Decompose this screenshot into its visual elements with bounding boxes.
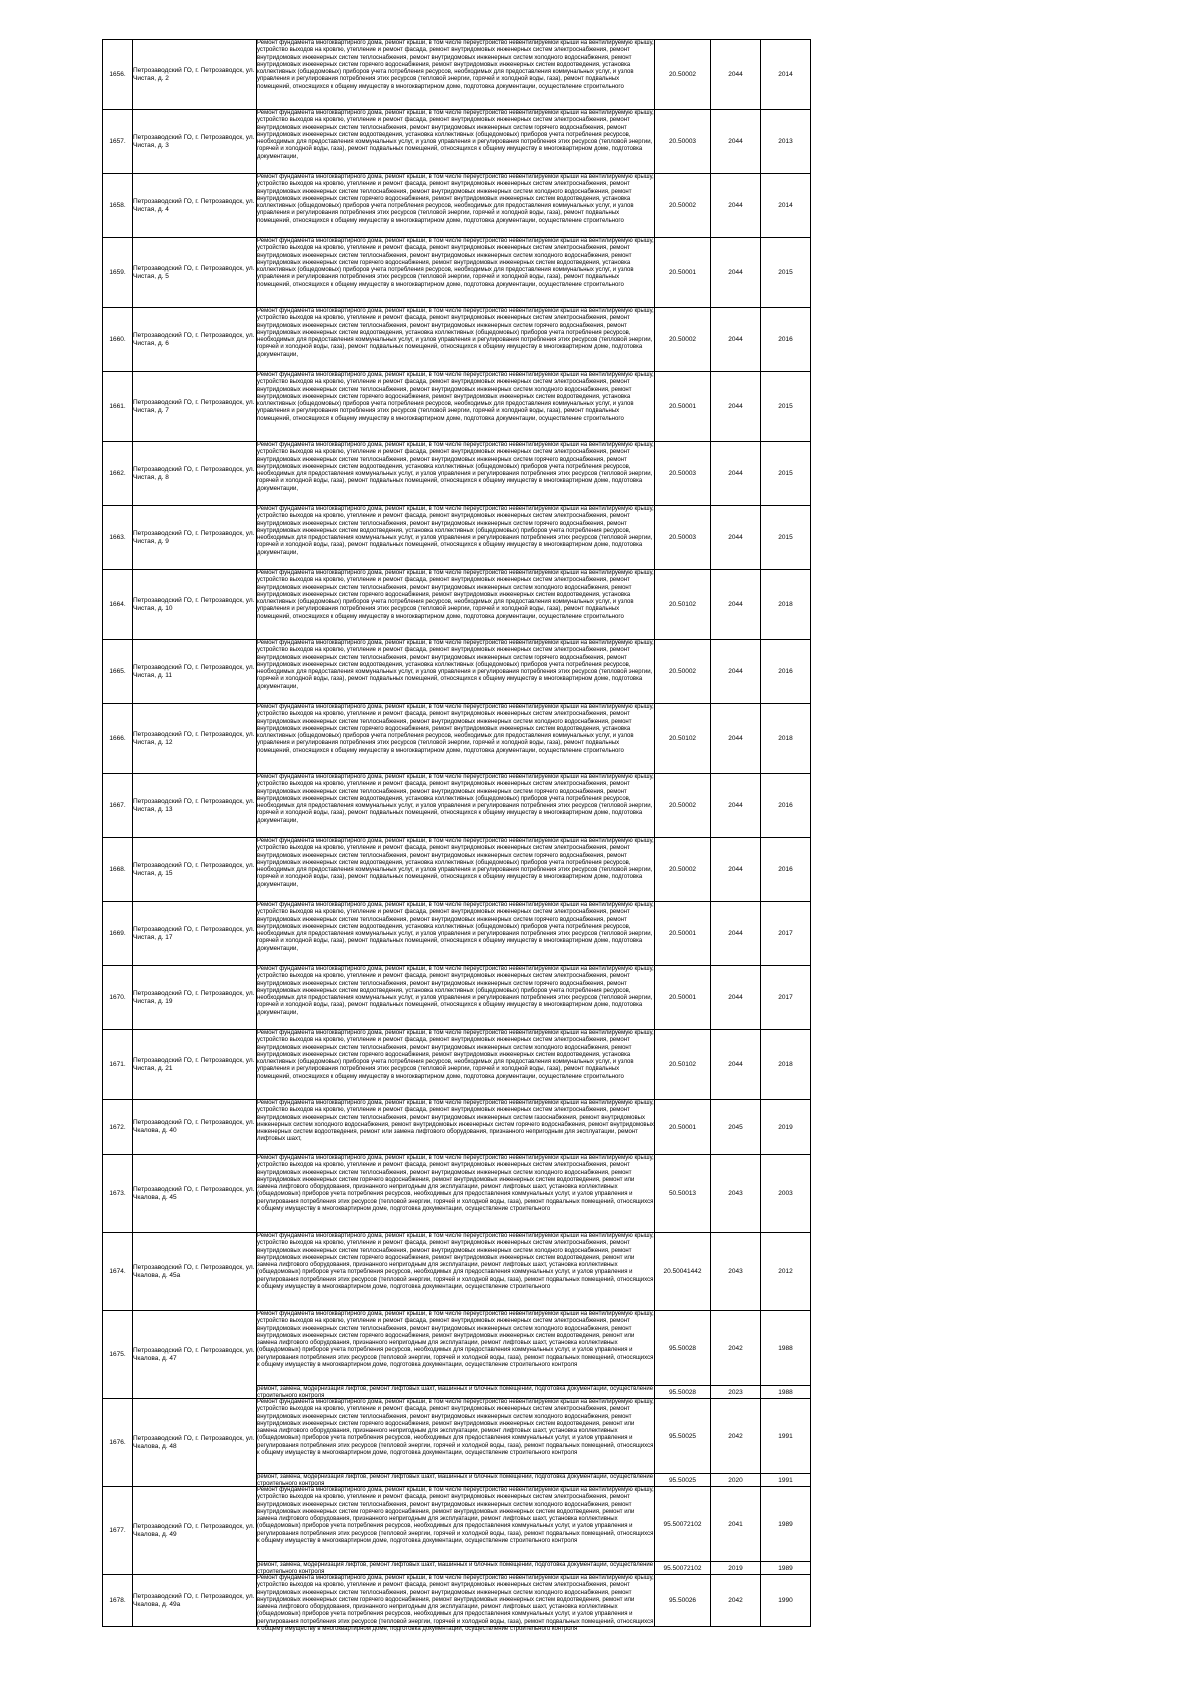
work-text: Ремонт фундамента многоквартирного дома, ремонт крыши, в том числе переустройство невентилируемой крыши на вентилируемую крышу, устройство выходов на кровлю, утепление и ремонт фасада, ремонт внутридомовых инженерных систем электроснабжения, ремонт внутридомовых инженерных систем теплоснабжения, ремонт внутридомовых инженерных систем горячего водоснабжения, ремонт внутридомовых инженерных систем водоотведения, установка коллективных (общедомовых) приборов учета потребления ресурсов, необходимых для предоставления коммунальных услуг, и узлов управления и регулирования потребления этих ресурсов (тепловой энергии, горячей и холодной воды, газа), ремонт подвальных помещений, относящихся к общему имуществу в многоквартирном доме, подготовка документации, <box>257 640 654 690</box>
cell-year-last: 2014 <box>761 174 811 238</box>
cell-address: Петрозаводский ГО, г. Петрозаводск, ул. Чистая, д. 9 <box>133 506 257 570</box>
cell-year-planned: 2044 <box>711 506 761 570</box>
cell-address: Петрозаводский ГО, г. Петрозаводск, ул. Чкалова, д. 48 <box>133 1399 257 1487</box>
cell-work-description <box>257 110 655 174</box>
cell-address: Петрозаводский ГО, г. Петрозаводск, ул. Чистая, д. 17 <box>133 902 257 966</box>
table-row <box>103 1487 811 1562</box>
cell-row-number: 1663. <box>103 506 133 570</box>
cell-row-number: 1673. <box>103 1155 133 1233</box>
table-row <box>103 372 811 442</box>
cell-year-last: 2017 <box>761 966 811 1030</box>
cell-work-description <box>257 966 655 1030</box>
cell-work-description <box>257 570 655 640</box>
cell-code: 20.50002 <box>655 174 711 238</box>
cell-address: Петрозаводский ГО, г. Петрозаводск, ул. Чкалова, д. 49 <box>133 1487 257 1575</box>
cell-work-description <box>257 1474 655 1487</box>
cell-row-number: 1657. <box>103 110 133 174</box>
table-row <box>103 442 811 506</box>
table-row <box>103 774 811 838</box>
work-text: Ремонт фундамента многоквартирного дома, ремонт крыши, в том числе переустройство невентилируемой крыши на вентилируемую крышу, устройство выходов на кровлю, утепление и ремонт фасада, ремонт внутридомовых инженерных систем электроснабжения, ремонт внутридомовых инженерных систем теплоснабжения, ремонт внутридомовых инженерных систем горячего водоснабжения, ремонт внутридомовых инженерных систем водоотведения, установка коллективных (общедомовых) приборов учета потребления ресурсов, необходимых для предоставления коммунальных услуг, и узлов управления и регулирования потребления этих ресурсов (тепловой энергии, горячей и холодной воды, газа), ремонт подвальных помещений, относящихся к общему имуществу в многоквартирном доме, подготовка документации, <box>257 110 654 160</box>
cell-work-description <box>257 640 655 704</box>
work-text: Ремонт фундамента многоквартирного дома, ремонт крыши, в том числе переустройство невентилируемой крыши на вентилируемую крышу, устройство выходов на кровлю, утепление и ремонт фасада, ремонт внутридомовых инженерных систем электроснабжения, ремонт внутридомовых инженерных систем теплоснабжения, ремонт внутридомовых инженерных систем горячего водоснабжения, ремонт внутридомовых инженерных систем водоотведения, установка коллективных (общедомовых) приборов учета потребления ресурсов, необходимых для предоставления коммунальных услуг, и узлов управления и регулирования потребления этих ресурсов (тепловой энергии, горячей и холодной воды, газа), ремонт подвальных помещений, относящихся к общему имуществу в многоквартирном доме, подготовка документации, <box>257 838 654 888</box>
cell-year-last: 2017 <box>761 902 811 966</box>
cell-work-description <box>257 238 655 308</box>
cell-row-number: 1664. <box>103 570 133 640</box>
table-body <box>103 40 811 1633</box>
cell-code: 20.50041442 <box>655 1233 711 1311</box>
cell-row-number: 1671. <box>103 1030 133 1100</box>
cell-code: 95.50072102 <box>655 1487 711 1562</box>
table-row <box>103 640 811 704</box>
cell-year-planned: 2044 <box>711 640 761 704</box>
cell-year-last: 2016 <box>761 838 811 902</box>
cell-work-description <box>257 1487 655 1562</box>
table-row <box>103 1155 811 1233</box>
cell-year-last: 2015 <box>761 442 811 506</box>
cell-code: 20.50001 <box>655 966 711 1030</box>
cell-row-number: 1665. <box>103 640 133 704</box>
cell-year-last: 2018 <box>761 704 811 774</box>
work-text: Ремонт фундамента многоквартирного дома, ремонт крыши, в том числе переустройство невентилируемой крыши на вентилируемую крышу, устройство выходов на кровлю, утепление и ремонт фасада, ремонт внутридомовых инженерных систем электроснабжения, ремонт внутридомовых инженерных систем теплоснабжения, ремонт внутридомовых инженерных систем холодного водоснабжения, ремонт внутридомовых инженерных систем горячего водоснабжения, ремонт внутридомовых инженерных систем водоотведения, установка коллективных (общедомовых) приборов учета потребления ресурсов, необходимых для предоставления коммунальных услуг, и узлов управления и регулирования потребления этих ресурсов (тепловой энергии, горячей и холодной воды, газа), ремонт подвальных помещений, относящихся к общему имуществу в многоквартирном доме, подготовка документации, осуществление строительного <box>257 174 654 224</box>
table-row <box>103 506 811 570</box>
cell-year-planned: 2020 <box>711 1474 761 1487</box>
cell-year-planned: 2023 <box>711 1386 761 1399</box>
table-row <box>103 174 811 238</box>
cell-row-number: 1669. <box>103 902 133 966</box>
cell-address: Петрозаводский ГО, г. Петрозаводск, ул. Чистая, д. 6 <box>133 308 257 372</box>
table-row <box>103 1100 811 1155</box>
cell-year-planned: 2044 <box>711 238 761 308</box>
work-text: Ремонт фундамента многоквартирного дома, ремонт крыши, в том числе переустройство невентилируемой крыши на вентилируемую крышу, устройство выходов на кровлю, утепление и ремонт фасада, ремонт внутридомовых инженерных систем электроснабжения, ремонт внутридомовых инженерных систем теплоснабжения, ремонт внутридомовых инженерных систем горячего водоснабжения, ремонт внутридомовых инженерных систем водоотведения, установка коллективных (общедомовых) приборов учета потребления ресурсов, необходимых для предоставления коммунальных услуг, и узлов управления и регулирования потребления этих ресурсов (тепловой энергии, горячей и холодной воды, газа), ремонт подвальных помещений, относящихся к общему имуществу в многоквартирном доме, подготовка документации, <box>257 774 654 824</box>
cell-row-number: 1666. <box>103 704 133 774</box>
cell-year-planned: 2044 <box>711 308 761 372</box>
cell-code: 50.50013 <box>655 1155 711 1233</box>
work-text: Ремонт фундамента многоквартирного дома, ремонт крыши, в том числе переустройство невентилируемой крыши на вентилируемую крышу, устройство выходов на кровлю, утепление и ремонт фасада, ремонт внутридомовых инженерных систем электроснабжения, ремонт внутридомовых инженерных систем теплоснабжения, ремонт внутридомовых инженерных систем холодного водоснабжения, ремонт внутридомовых инженерных систем горячего водоснабжения, ремонт внутридомовых инженерных систем водоотведения, установка коллективных (общедомовых) приборов учета потребления ресурсов, необходимых для предоставления коммунальных услуг, и узлов управления и регулирования потребления этих ресурсов (тепловой энергии, горячей и холодной воды, газа), ремонт подвальных помещений, относящихся к общему имуществу в многоквартирном доме, подготовка документации, осуществление строительного <box>257 704 654 754</box>
cell-code: 20.50102 <box>655 704 711 774</box>
cell-row-number: 1658. <box>103 174 133 238</box>
cell-year-last: 1989 <box>761 1487 811 1562</box>
cell-year-planned: 2044 <box>711 704 761 774</box>
cell-work-description <box>257 174 655 238</box>
table-row <box>103 1399 811 1474</box>
work-text: Ремонт фундамента многоквартирного дома, ремонт крыши, в том числе переустройство невентилируемой крыши на вентилируемую крышу, устройство выходов на кровлю, утепление и ремонт фасада, ремонт внутридомовых инженерных систем электроснабжения, ремонт внутридомовых инженерных систем теплоснабжения, ремонт внутридомовых инженерных систем холодного водоснабжения, ремонт внутридомовых инженерных систем горячего водоснабжения, ремонт внутридомовых инженерных систем водоотведения, ремонт или замена лифтового оборудования, признанного непригодным для эксплуатации, ремонт лифтовых шахт, установка коллективных (общедомовых) приборов учета потребления ресурсов, необходимых для предоставления коммунальных услуг, и узлов управления и регулирования потребления этих ресурсов (тепловой энергии, горячей и холодной воды, газа), ремонт подвальных помещений, относящихся к общему имуществу в многоквартирном доме, подготовка документации, осуществление строительного контроля <box>257 1311 654 1369</box>
cell-year-last: 2015 <box>761 372 811 442</box>
cell-work-description <box>257 1575 655 1633</box>
cell-year-last: 1991 <box>761 1399 811 1474</box>
cell-code: 20.50002 <box>655 774 711 838</box>
cell-code: 20.50003 <box>655 110 711 174</box>
cell-address: Петрозаводский ГО, г. Петрозаводск, ул. Чистая, д. 13 <box>133 774 257 838</box>
cell-address: Петрозаводский ГО, г. Петрозаводск, ул. Чкалова, д. 40 <box>133 1100 257 1155</box>
work-text: Ремонт фундамента многоквартирного дома, ремонт крыши, в том числе переустройство невентилируемой крыши на вентилируемую крышу, устройство выходов на кровлю, утепление и ремонт фасада, ремонт внутридомовых инженерных систем электроснабжения, ремонт внутридомовых инженерных систем теплоснабжения, ремонт внутридомовых инженерных систем холодного водоснабжения, ремонт внутридомовых инженерных систем горячего водоснабжения, ремонт внутридомовых инженерных систем водоотведения, ремонт или замена лифтового оборудования, признанного непригодным для эксплуатации, ремонт лифтовых шахт, установка коллективных (общедомовых) приборов учета потребления ресурсов, необходимых для предоставления коммунальных услуг, и узлов управления и регулирования потребления этих ресурсов (тепловой энергии, горячей и холодной воды, газа), ремонт подвальных помещений, относящихся к общему имуществу в многоквартирном доме, подготовка документации, осуществление строительного контроля <box>257 1399 654 1457</box>
work-text: Ремонт фундамента многоквартирного дома, ремонт крыши, в том числе переустройство невентилируемой крыши на вентилируемую крышу, устройство выходов на кровлю, утепление и ремонт фасада, ремонт внутридомовых инженерных систем электроснабжения, ремонт внутридомовых инженерных систем теплоснабжения, ремонт внутридомовых инженерных систем горячего водоснабжения, ремонт внутридомовых инженерных систем водоотведения, установка коллективных (общедомовых) приборов учета потребления ресурсов, необходимых для предоставления коммунальных услуг, и узлов управления и регулирования потребления этих ресурсов (тепловой энергии, горячей и холодной воды, газа), ремонт подвальных помещений, относящихся к общему имуществу в многоквартирном доме, подготовка документации, <box>257 506 654 556</box>
cell-code: 95.50028 <box>655 1311 711 1386</box>
cell-code: 20.50001 <box>655 238 711 308</box>
work-text: Ремонт фундамента многоквартирного дома, ремонт крыши, в том числе переустройство невентилируемой крыши на вентилируемую крышу, устройство выходов на кровлю, утепление и ремонт фасада, ремонт внутридомовых инженерных систем электроснабжения, ремонт внутридомовых инженерных систем теплоснабжения, ремонт внутридомовых инженерных систем холодного водоснабжения, ремонт внутридомовых инженерных систем горячего водоснабжения, ремонт внутридомовых инженерных систем водоотведения, установка коллективных (общедомовых) приборов учета потребления ресурсов, необходимых для предоставления коммунальных услуг, и узлов управления и регулирования потребления этих ресурсов (тепловой энергии, горячей и холодной воды, газа), ремонт подвальных помещений, относящихся к общему имуществу в многоквартирном доме, подготовка документации, осуществление строительного <box>257 238 654 288</box>
table-row <box>103 704 811 774</box>
cell-code: 20.50102 <box>655 570 711 640</box>
cell-address: Петрозаводский ГО, г. Петрозаводск, ул. Чкалова, д. 45 <box>133 1155 257 1233</box>
cell-address: Петрозаводский ГО, г. Петрозаводск, ул. Чистая, д. 12 <box>133 704 257 774</box>
cell-code: 20.50001 <box>655 902 711 966</box>
cell-work-description <box>257 1311 655 1386</box>
cell-year-planned: 2042 <box>711 1575 761 1627</box>
cell-year-planned: 2045 <box>711 1100 761 1155</box>
cell-address: Петрозаводский ГО, г. Петрозаводск, ул. Чистая, д. 7 <box>133 372 257 442</box>
table-row <box>103 1311 811 1386</box>
cell-address: Петрозаводский ГО, г. Петрозаводск, ул. Чкалова, д. 47 <box>133 1311 257 1399</box>
work-text: Ремонт фундамента многоквартирного дома, ремонт крыши, в том числе переустройство невентилируемой крыши на вентилируемую крышу, устройство выходов на кровлю, утепление и ремонт фасада, ремонт внутридомовых инженерных систем электроснабжения, ремонт внутридомовых инженерных систем теплоснабжения, ремонт внутридомовых инженерных систем холодного водоснабжения, ремонт внутридомовых инженерных систем горячего водоснабжения, ремонт внутридомовых инженерных систем водоотведения, ремонт или замена лифтового оборудования, признанного непригодным для эксплуатации, ремонт лифтовых шахт, установка коллективных (общедомовых) приборов учета потребления ресурсов, необходимых для предоставления коммунальных услуг, и узлов управления и регулирования потребления этих ресурсов (тепловой энергии, горячей и холодной воды, газа), ремонт подвальных помещений, относящихся к общему имуществу в многоквартирном доме, подготовка документации, осуществление строительного контроля <box>257 1487 654 1545</box>
work-text: Ремонт фундамента многоквартирного дома, ремонт крыши, в том числе переустройство невентилируемой крыши на вентилируемую крышу, устройство выходов на кровлю, утепление и ремонт фасада, ремонт внутридомовых инженерных систем электроснабжения, ремонт внутридомовых инженерных систем теплоснабжения, ремонт внутридомовых инженерных систем газоснабжения, ремонт внутридомовых инженерных систем холодного водоснабжения, ремонт внутридомовых инженерных систем горячего водоснабжения, ремонт внутридомовых инженерных систем водоотведения, ремонт или замена лифтового оборудования, признанного непригодным для эксплуатации, ремонт лифтовых шахт, <box>257 1100 654 1143</box>
cell-year-planned: 2044 <box>711 902 761 966</box>
table-row <box>103 1233 811 1311</box>
work-text: Ремонт фундамента многоквартирного дома, ремонт крыши, в том числе переустройство невентилируемой крыши на вентилируемую крышу, устройство выходов на кровлю, утепление и ремонт фасада, ремонт внутридомовых инженерных систем электроснабжения, ремонт внутридомовых инженерных систем теплоснабжения, ремонт внутридомовых инженерных систем холодного водоснабжения, ремонт внутридомовых инженерных систем горячего водоснабжения, ремонт внутридомовых инженерных систем водоотведения, ремонт или замена лифтового оборудования, признанного непригодным для эксплуатации, ремонт лифтовых шахт, установка коллективных (общедомовых) приборов учета потребления ресурсов, необходимых для предоставления коммунальных услуг, и узлов управления и регулирования потребления этих ресурсов (тепловой энергии, горячей и холодной воды, газа), ремонт подвальных помещений, относящихся к общему имуществу в многоквартирном доме, подготовка документации, осуществление строительного контроля <box>257 1575 654 1633</box>
cell-code: 20.50002 <box>655 40 711 110</box>
cell-code: 95.50026 <box>655 1575 711 1627</box>
work-text: Ремонт фундамента многоквартирного дома, ремонт крыши, в том числе переустройство невентилируемой крыши на вентилируемую крышу, устройство выходов на кровлю, утепление и ремонт фасада, ремонт внутридомовых инженерных систем электроснабжения, ремонт внутридомовых инженерных систем теплоснабжения, ремонт внутридомовых инженерных систем холодного водоснабжения, ремонт внутридомовых инженерных систем горячего водоснабжения, ремонт внутридомовых инженерных систем водоотведения, установка коллективных (общедомовых) приборов учета потребления ресурсов, необходимых для предоставления коммунальных услуг, и узлов управления и регулирования потребления этих ресурсов (тепловой энергии, горячей и холодной воды, газа), ремонт подвальных помещений, относящихся к общему имуществу в многоквартирном доме, подготовка документации, осуществление строительного <box>257 40 654 90</box>
cell-year-planned: 2044 <box>711 174 761 238</box>
cell-year-last: 1989 <box>761 1562 811 1575</box>
cell-work-description <box>257 372 655 442</box>
cell-work-description <box>257 774 655 838</box>
work-text: Ремонт фундамента многоквартирного дома, ремонт крыши, в том числе переустройство невентилируемой крыши на вентилируемую крышу, устройство выходов на кровлю, утепление и ремонт фасада, ремонт внутридомовых инженерных систем электроснабжения, ремонт внутридомовых инженерных систем теплоснабжения, ремонт внутридомовых инженерных систем холодного водоснабжения, ремонт внутридомовых инженерных систем горячего водоснабжения, ремонт внутридомовых инженерных систем водоотведения, ремонт или замена лифтового оборудования, признанного непригодным для эксплуатации, ремонт лифтовых шахт, установка коллективных (общедомовых) приборов учета потребления ресурсов, необходимых для предоставления коммунальных услуг, и узлов управления и регулирования потребления этих ресурсов (тепловой энергии, горячей и холодной воды, газа), ремонт подвальных помещений, относящихся к общему имуществу в многоквартирном доме, подготовка документации, осуществление строительного <box>257 1233 654 1291</box>
cell-year-last: 1988 <box>761 1386 811 1399</box>
table-row <box>103 966 811 1030</box>
cell-address: Петрозаводский ГО, г. Петрозаводск, ул. Чистая, д. 11 <box>133 640 257 704</box>
cell-year-planned: 2019 <box>711 1562 761 1575</box>
cell-year-last: 2016 <box>761 308 811 372</box>
cell-year-planned: 2044 <box>711 966 761 1030</box>
cell-code: 20.50001 <box>655 1100 711 1155</box>
work-text: Ремонт фундамента многоквартирного дома, ремонт крыши, в том числе переустройство невентилируемой крыши на вентилируемую крышу, устройство выходов на кровлю, утепление и ремонт фасада, ремонт внутридомовых инженерных систем электроснабжения, ремонт внутридомовых инженерных систем теплоснабжения, ремонт внутридомовых инженерных систем холодного водоснабжения, ремонт внутридомовых инженерных систем горячего водоснабжения, ремонт внутридомовых инженерных систем водоотведения, ремонт или замена лифтового оборудования, признанного непригодным для эксплуатации, ремонт лифтовых шахт, установка коллективных (общедомовых) приборов учета потребления ресурсов, необходимых для предоставления коммунальных услуг, и узлов управления и регулирования потребления этих ресурсов (тепловой энергии, горячей и холодной воды, газа), ремонт подвальных помещений, относящихся к общему имуществу в многоквартирном доме, подготовка документации, осуществление строительного <box>257 1155 654 1213</box>
cell-year-planned: 2043 <box>711 1155 761 1233</box>
cell-work-description <box>257 1399 655 1474</box>
work-text: Ремонт фундамента многоквартирного дома, ремонт крыши, в том числе переустройство невентилируемой крыши на вентилируемую крышу, устройство выходов на кровлю, утепление и ремонт фасада, ремонт внутридомовых инженерных систем электроснабжения, ремонт внутридомовых инженерных систем теплоснабжения, ремонт внутридомовых инженерных систем холодного водоснабжения, ремонт внутридомовых инженерных систем горячего водоснабжения, ремонт внутридомовых инженерных систем водоотведения, установка коллективных (общедомовых) приборов учета потребления ресурсов, необходимых для предоставления коммунальных услуг, и узлов управления и регулирования потребления этих ресурсов (тепловой энергии, горячей и холодной воды, газа), ремонт подвальных помещений, относящихся к общему имуществу в многоквартирном доме, подготовка документации, осуществление строительного <box>257 372 654 422</box>
cell-row-number: 1674. <box>103 1233 133 1311</box>
cell-address: Петрозаводский ГО, г. Петрозаводск, ул. Чкалова, д. 49а <box>133 1575 257 1627</box>
cell-code: 20.50003 <box>655 506 711 570</box>
cell-work-description <box>257 442 655 506</box>
cell-year-planned: 2042 <box>711 1399 761 1474</box>
cell-code: 20.50002 <box>655 640 711 704</box>
cell-year-planned: 2044 <box>711 110 761 174</box>
cell-address: Петрозаводский ГО, г. Петрозаводск, ул. Чистая, д. 19 <box>133 966 257 1030</box>
cell-year-planned: 2043 <box>711 1233 761 1311</box>
work-text: Ремонт фундамента многоквартирного дома, ремонт крыши, в том числе переустройство невентилируемой крыши на вентилируемую крышу, устройство выходов на кровлю, утепление и ремонт фасада, ремонт внутридомовых инженерных систем электроснабжения, ремонт внутридомовых инженерных систем теплоснабжения, ремонт внутридомовых инженерных систем горячего водоснабжения, ремонт внутридомовых инженерных систем водоотведения, установка коллективных (общедомовых) приборов учета потребления ресурсов, необходимых для предоставления коммунальных услуг, и узлов управления и регулирования потребления этих ресурсов (тепловой энергии, горячей и холодной воды, газа), ремонт подвальных помещений, относящихся к общему имуществу в многоквартирном доме, подготовка документации, <box>257 308 654 358</box>
cell-code: 95.50025 <box>655 1474 711 1487</box>
cell-year-last: 1991 <box>761 1474 811 1487</box>
cell-address: Петрозаводский ГО, г. Петрозаводск, ул. Чистая, д. 15 <box>133 838 257 902</box>
cell-year-last: 2016 <box>761 640 811 704</box>
cell-address: Петрозаводский ГО, г. Петрозаводск, ул. Чкалова, д. 45а <box>133 1233 257 1311</box>
cell-work-description <box>257 1562 655 1575</box>
cell-year-last: 2012 <box>761 1233 811 1311</box>
work-text: ремонт, замена, модернизация лифтов, ремонт лифтовых шахт, машинных и блочных помещений, подготовка документации, осуществление строительного контроля <box>257 1386 654 1400</box>
cell-code: 95.50028 <box>655 1386 711 1399</box>
cell-year-last: 2018 <box>761 570 811 640</box>
cell-address: Петрозаводский ГО, г. Петрозаводск, ул. Чистая, д. 3 <box>133 110 257 174</box>
work-text: ремонт, замена, модернизация лифтов, ремонт лифтовых шахт, машинных и блочных помещений, подготовка документации, осуществление строительного контроля <box>257 1474 654 1488</box>
work-text: Ремонт фундамента многоквартирного дома, ремонт крыши, в том числе переустройство невентилируемой крыши на вентилируемую крышу, устройство выходов на кровлю, утепление и ремонт фасада, ремонт внутридомовых инженерных систем электроснабжения, ремонт внутридомовых инженерных систем теплоснабжения, ремонт внутридомовых инженерных систем горячего водоснабжения, ремонт внутридомовых инженерных систем водоотведения, установка коллективных (общедомовых) приборов учета потребления ресурсов, необходимых для предоставления коммунальных услуг, и узлов управления и регулирования потребления этих ресурсов (тепловой энергии, горячей и холодной воды, газа), ремонт подвальных помещений, относящихся к общему имуществу в многоквартирном доме, подготовка документации, <box>257 966 654 1016</box>
work-text: ремонт, замена, модернизация лифтов, ремонт лифтовых шахт, машинных и блочных помещений, подготовка документации, осуществление строительного контроля <box>257 1562 654 1576</box>
cell-year-last: 2018 <box>761 1030 811 1100</box>
work-text: Ремонт фундамента многоквартирного дома, ремонт крыши, в том числе переустройство невентилируемой крыши на вентилируемую крышу, устройство выходов на кровлю, утепление и ремонт фасада, ремонт внутридомовых инженерных систем электроснабжения, ремонт внутридомовых инженерных систем теплоснабжения, ремонт внутридомовых инженерных систем горячего водоснабжения, ремонт внутридомовых инженерных систем водоотведения, установка коллективных (общедомовых) приборов учета потребления ресурсов, необходимых для предоставления коммунальных услуг, и узлов управления и регулирования потребления этих ресурсов (тепловой энергии, горячей и холодной воды, газа), ремонт подвальных помещений, относящихся к общему имуществу в многоквартирном доме, подготовка документации, <box>257 442 654 492</box>
cell-row-number: 1667. <box>103 774 133 838</box>
cell-work-description <box>257 1100 655 1155</box>
cell-row-number: 1660. <box>103 308 133 372</box>
cell-year-last: 2003 <box>761 1155 811 1233</box>
work-text: Ремонт фундамента многоквартирного дома, ремонт крыши, в том числе переустройство невентилируемой крыши на вентилируемую крышу, устройство выходов на кровлю, утепление и ремонт фасада, ремонт внутридомовых инженерных систем электроснабжения, ремонт внутридомовых инженерных систем теплоснабжения, ремонт внутридомовых инженерных систем холодного водоснабжения, ремонт внутридомовых инженерных систем горячего водоснабжения, ремонт внутридомовых инженерных систем водоотведения, установка коллективных (общедомовых) приборов учета потребления ресурсов, необходимых для предоставления коммунальных услуг, и узлов управления и регулирования потребления этих ресурсов (тепловой энергии, горячей и холодной воды, газа), ремонт подвальных помещений, относящихся к общему имуществу в многоквартирном доме, подготовка документации, осуществление строительного <box>257 1030 654 1080</box>
cell-row-number: 1659. <box>103 238 133 308</box>
table-row <box>103 238 811 308</box>
cell-code: 20.50003 <box>655 442 711 506</box>
table-row <box>103 570 811 640</box>
cell-year-last: 2013 <box>761 110 811 174</box>
cell-address: Петрозаводский ГО, г. Петрозаводск, ул. Чистая, д. 8 <box>133 442 257 506</box>
cell-address: Петрозаводский ГО, г. Петрозаводск, ул. Чистая, д. 4 <box>133 174 257 238</box>
cell-year-planned: 2044 <box>711 774 761 838</box>
cell-work-description <box>257 1386 655 1399</box>
cell-year-planned: 2044 <box>711 838 761 902</box>
cell-year-last: 1990 <box>761 1575 811 1627</box>
cell-year-planned: 2041 <box>711 1487 761 1562</box>
table-row <box>103 110 811 174</box>
cell-year-planned: 2044 <box>711 40 761 110</box>
cell-row-number: 1656. <box>103 40 133 110</box>
work-text: Ремонт фундамента многоквартирного дома, ремонт крыши, в том числе переустройство невентилируемой крыши на вентилируемую крышу, устройство выходов на кровлю, утепление и ремонт фасада, ремонт внутридомовых инженерных систем электроснабжения, ремонт внутридомовых инженерных систем теплоснабжения, ремонт внутридомовых инженерных систем холодного водоснабжения, ремонт внутридомовых инженерных систем горячего водоснабжения, ремонт внутридомовых инженерных систем водоотведения, установка коллективных (общедомовых) приборов учета потребления ресурсов, необходимых для предоставления коммунальных услуг, и узлов управления и регулирования потребления этих ресурсов (тепловой энергии, горячей и холодной воды, газа), ремонт подвальных помещений, относящихся к общему имуществу в многоквартирном доме, подготовка документации, осуществление строительного <box>257 570 654 620</box>
cell-work-description <box>257 506 655 570</box>
cell-address: Петрозаводский ГО, г. Петрозаводск, ул. Чистая, д. 2 <box>133 40 257 110</box>
cell-work-description <box>257 704 655 774</box>
cell-year-last: 2015 <box>761 506 811 570</box>
cell-code: 20.50002 <box>655 838 711 902</box>
cell-year-planned: 2044 <box>711 442 761 506</box>
cell-row-number: 1662. <box>103 442 133 506</box>
cell-year-last: 2015 <box>761 238 811 308</box>
cell-work-description <box>257 40 655 110</box>
cell-work-description <box>257 1155 655 1233</box>
table-row <box>103 40 811 110</box>
cell-row-number: 1661. <box>103 372 133 442</box>
cell-address: Петрозаводский ГО, г. Петрозаводск, ул. Чистая, д. 21 <box>133 1030 257 1100</box>
cell-code: 95.50025 <box>655 1399 711 1474</box>
table-row <box>103 1575 811 1627</box>
cell-work-description <box>257 1030 655 1100</box>
cell-address: Петрозаводский ГО, г. Петрозаводск, ул. Чистая, д. 10 <box>133 570 257 640</box>
cell-year-last: 2016 <box>761 774 811 838</box>
cell-year-planned: 2044 <box>711 1030 761 1100</box>
cell-work-description <box>257 838 655 902</box>
cell-row-number: 1672. <box>103 1100 133 1155</box>
cell-row-number: 1675. <box>103 1311 133 1399</box>
table-row <box>103 308 811 372</box>
cell-year-planned: 2042 <box>711 1311 761 1386</box>
cell-code: 95.50072102 <box>655 1562 711 1575</box>
cell-code: 20.50001 <box>655 372 711 442</box>
cell-code: 20.50102 <box>655 1030 711 1100</box>
work-text: Ремонт фундамента многоквартирного дома, ремонт крыши, в том числе переустройство невентилируемой крыши на вентилируемую крышу, устройство выходов на кровлю, утепление и ремонт фасада, ремонт внутридомовых инженерных систем электроснабжения, ремонт внутридомовых инженерных систем теплоснабжения, ремонт внутридомовых инженерных систем горячего водоснабжения, ремонт внутридомовых инженерных систем водоотведения, установка коллективных (общедомовых) приборов учета потребления ресурсов, необходимых для предоставления коммунальных услуг, и узлов управления и регулирования потребления этих ресурсов (тепловой энергии, горячей и холодной воды, газа), ремонт подвальных помещений, относящихся к общему имуществу в многоквартирном доме, подготовка документации, <box>257 902 654 952</box>
cell-year-last: 1988 <box>761 1311 811 1386</box>
cell-work-description <box>257 902 655 966</box>
cell-code: 20.50002 <box>655 308 711 372</box>
document-table <box>102 39 811 1633</box>
cell-row-number: 1677. <box>103 1487 133 1575</box>
table-row <box>103 902 811 966</box>
cell-work-description <box>257 308 655 372</box>
cell-row-number: 1676. <box>103 1399 133 1487</box>
cell-year-last: 2014 <box>761 40 811 110</box>
cell-row-number: 1678. <box>103 1575 133 1627</box>
cell-year-planned: 2044 <box>711 570 761 640</box>
cell-year-last: 2019 <box>761 1100 811 1155</box>
cell-row-number: 1668. <box>103 838 133 902</box>
cell-work-description <box>257 1233 655 1311</box>
cell-row-number: 1670. <box>103 966 133 1030</box>
cell-address: Петрозаводский ГО, г. Петрозаводск, ул. Чистая, д. 5 <box>133 238 257 308</box>
table-row <box>103 838 811 902</box>
cell-year-planned: 2044 <box>711 372 761 442</box>
table-row <box>103 1030 811 1100</box>
